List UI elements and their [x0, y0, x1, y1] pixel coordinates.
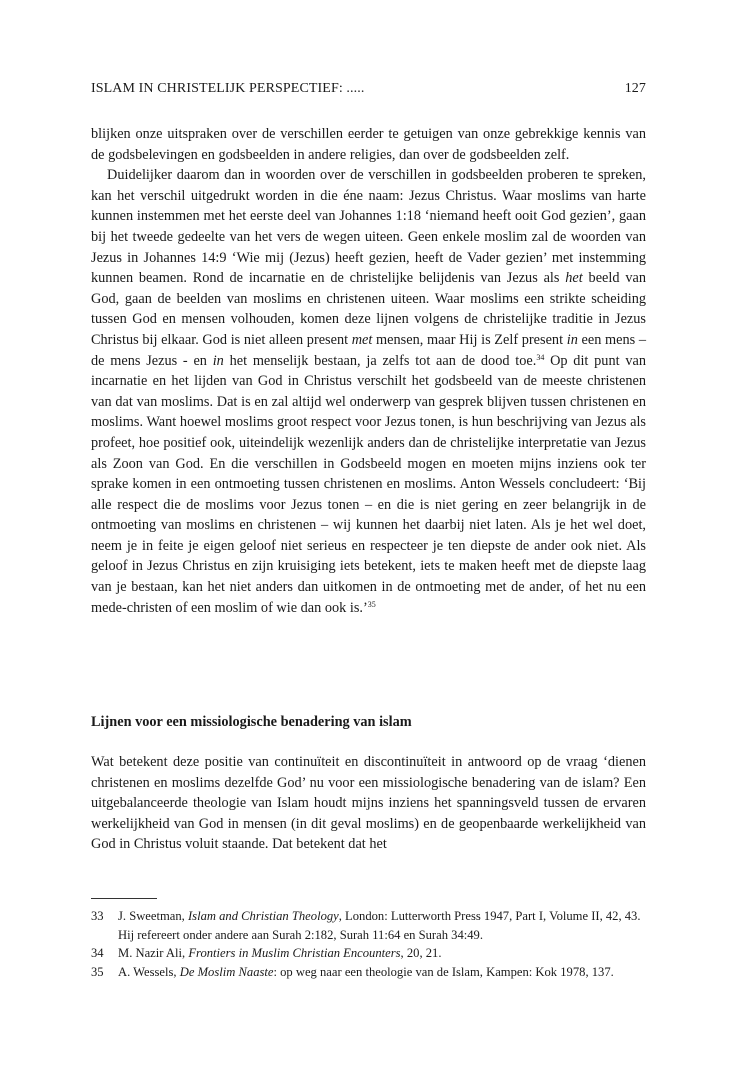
- footnote-35: [91, 963, 646, 982]
- emphasis-in-1: in: [566, 331, 578, 348]
- paragraph-1: blijken onze uitspraken over de verschillen eerder te getuigen van onze gebrekkige kennis van de godsbelevingen en godsbeelden in andere religies, dan over de godsbeelden zelf.: [91, 126, 646, 163]
- emphasis-met: met: [351, 331, 373, 348]
- body-text: [91, 124, 646, 618]
- footnote-text: J. Sweetman, Islam and Christian Theology, London: Lutterworth Press 1947, Part I, Volume II, 42, 43. Hij refereert onder andere aan Surah 2:182, Surah 11:64 en Surah 34:49.: [118, 909, 641, 942]
- footnote-33: [91, 907, 646, 944]
- page-number: 127: [624, 81, 646, 96]
- footnote-ref-35[interactable]: 35: [367, 599, 376, 609]
- running-header: [91, 80, 646, 98]
- footnote-number: 33: [91, 909, 104, 923]
- footnote-text: A. Wessels, De Moslim Naaste: op weg naar een theologie van de Islam, Kampen: Kok 1978, 137.: [118, 964, 614, 979]
- footnote-number: 35: [91, 964, 104, 979]
- paragraph-2: Duidelijker daarom dan in woorden over de verschillen in godsbeelden proberen te spreken, kan het verschil uitgedrukt worden in die éne naam: Jezus Christus. Waar moslims van harte kunnen instemmen met het eerste deel van Johannes 1:18 ‘niemand heeft ooit God gezien’, gaan bij het tweede gedeelte van het vers de wegen uiteen. Geen enkele moslim zal de woorden van Jezus in Johannes 14:9 ‘Wie mij (Jezus) heeft gezien, heeft de Vader gezien’ met instemming kunnen beamen. Rond de incarnatie en de christelijke belijdenis van Jezus als het beeld van God, gaan de beelden van moslims en christenen uiteen. Waar moslims een strikte scheiding tussen God en mensen volhouden, komen deze lijnen volgens de christelijke traditie in Jezus Christus bij elkaar. God is niet alleen present met mensen, maar Hij is Zelf present in een mens – de mens Jezus - en in het menselijk bestaan, ja zelfs tot aan de dood toe.$^{34}$ Op dit punt van incarnatie en het lijden van God in Christus verschilt het godsbeeld van de meeste christenen van dat van moslims. Dat is en zal altijd wel onderwerp van gesprek blijven tussen christenen en moslims. Want hoewel moslims groot respect voor Jezus tonen, is hun beschrijving van Jezus als profeet, hoe positief ook, uiteindelijk wezenlijk anders dan de christelijke interpretatie van Jezus als Zoon van God. En die verschillen in Godsbeeld mogen en moeten mijns inziens ook ter sprake komen in een ontmoeting tussen christenen en moslims. Anton Wessels concludeert: ‘Bij alle respect die de moslims voor Jezus tonen – en die is niet gering en zeer belangrijk in de ontmoeting van moslims en christenen – wij kunnen het daarbij niet laten. Als je het wel doet, neem je in feite je eigen geloof niet serieus en respecteer je ten diepste de ander ook niet. Als geloof in Jezus Christus en zijn kruisiging iets betekent, iets te maken heeft met de diepste laag van je bestaan, kan het niet anders dan uitkomen in de ontmoeting met de ander, of het nu een mede-christen of een moslim of wie dan ook is.’$^{35}$: [91, 167, 646, 616]
- section-paragraph: Wat betekent deze positie van continuïteit en discontinuïteit in antwoord op de vraag ‘dienen christenen en moslims dezelfde God’ nu voor een missiologische benadering van de islam? Een uitgebalanceerde theologie van Islam houdt mijns inziens het spanningsveld tussen de ervaren werkelijkheid van God in mensen (in dit geval moslims) en de geopenbaarde werkelijkheid van God in Christus voluit staande. Dat betekent dat het: [91, 754, 646, 853]
- footnote-34: [91, 944, 646, 963]
- footnotes: [91, 907, 646, 981]
- footnote-separator: [91, 898, 157, 899]
- emphasis-het: het: [565, 270, 583, 287]
- footnote-ref-34[interactable]: 34: [536, 352, 545, 362]
- section-body: [91, 752, 646, 855]
- footnote-number: 34: [91, 946, 104, 961]
- book-title: De Moslim Naaste: [179, 964, 274, 979]
- footnote-text: M. Nazir Ali, Frontiers in Muslim Christian Encounters, 20, 21.: [118, 946, 442, 961]
- book-title: Frontiers in Muslim Christian Encounters: [188, 946, 401, 961]
- section-heading: Lijnen voor een missiologische benadering van islam: [91, 714, 412, 730]
- emphasis-in-2: in: [212, 352, 224, 369]
- running-title: ISLAM IN CHRISTELIJK PERSPECTIEF: .....: [91, 81, 365, 96]
- book-title: Islam and Christian Theology: [187, 909, 339, 923]
